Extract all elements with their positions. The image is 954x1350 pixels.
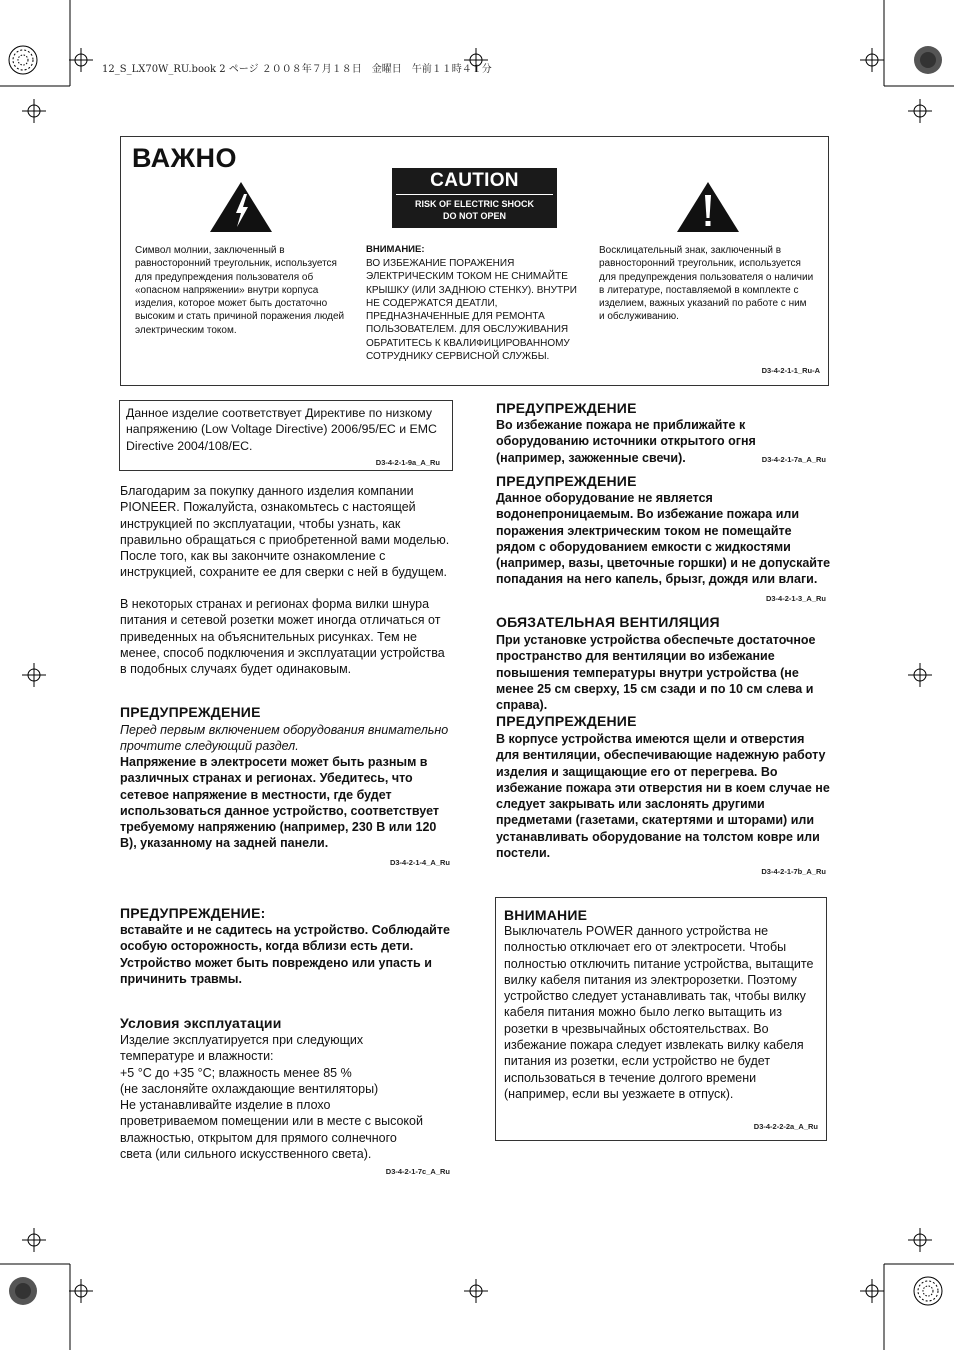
ventilation-heading: ОБЯЗАТЕЛЬНАЯ ВЕНТИЛЯЦИЯ [496, 614, 720, 630]
directive-text: Данное изделие соответствует Директиве по низкому напряжению (Low Voltage Directive) 2006/95/EC и EMC Directive 2004/108/EC. [126, 406, 437, 453]
voltage-warning-heading: ПРЕДУПРЕЖДЕНИЕ [120, 704, 261, 720]
fire-warning-text: Во избежание пожара не приближайте к оборудованию источники открытого огня (например, зажженные свечи). [496, 418, 756, 465]
attention-code: D3-4-2-2-2a_A_Ru [753, 1122, 818, 1131]
ventilation-text: При установке устройства обеспечьте достаточное пространство для вентиляции во избежание повышения температуры внутри устройства (не менее 25 см сверху, 15 см сзади и по 10 см слева и справа). [496, 633, 816, 713]
conditions-text: Изделие эксплуатируется при следующих температуре и влажности: +5 °C до +35 °C; влажность менее 85 % (не заслоняйте охлаждающие вентиляторы) Не устанавливайте изделие в плохо проветриваемом помещении или в месте с высокой влажностью, открытом для прямого солнечного света (или сильного искусственного света). [120, 1033, 423, 1162]
important-title: ВАЖНО [132, 143, 238, 173]
caution-line-1: RISK OF ELECTRIC SHOCK [414, 199, 534, 209]
exclamation-explanation: Восклицательный знак, заключенный в равносторонний треугольник, используется для предупреждения пользователя о наличии в литературе, поставляемой в комплекте с изделием, важных указаний по работе с ним и обслуживанию. [599, 245, 814, 323]
water-warning-code: D3-4-2-1-3_A_Ru [765, 594, 826, 603]
important-code: D3-4-2-1-1_Ru-A [761, 366, 820, 375]
vents-warning-text: В корпусе устройства имеются щели и отверстия для вентиляции, обеспечивающие надежную работу изделия и защищающие его от перегрева. Во избежание пожара эти отверстия ни в коем случае не следует закрывать или заслонять другими предметами (газетами, скатертями и шторами) или устанавливать оборудование на толстом ковре или постели. [496, 732, 830, 861]
fire-warning-code: D3-4-2-1-7a_A_Ru [761, 455, 826, 464]
water-warning-heading: ПРЕДУПРЕЖДЕНИЕ [496, 473, 637, 489]
caution-label [392, 168, 557, 228]
voltage-warning-text: Напряжение в электросети может быть разным в различных странах и регионах. Убедитесь, что сетевое напряжение в местности, где будет использоваться данное устройство, соответствует требуемому напряжению (например, 230 В или 120 В), указанному на задней панели. [120, 755, 440, 851]
conditions-code: D3-4-2-1-7c_A_Ru [385, 1167, 450, 1176]
center-heading: ВНИМАНИЕ: [366, 244, 425, 255]
water-warning-text: Данное оборудование не является водонепроницаемым. Во избежание пожара или поражения электрическим током не помещайте рядом с оборудованием емкости с жидкостями (например, вазы, цветочные горшки) и не допускайте попадания на него капель, брызг, дождя или влаги. [496, 491, 831, 587]
vents-warning-code: D3-4-2-1-7b_A_Ru [761, 867, 826, 876]
sit-warning-heading: ПРЕДУПРЕЖДЕНИЕ: [120, 905, 266, 921]
fire-warning-heading: ПРЕДУПРЕЖДЕНИЕ [496, 400, 637, 416]
center-warning: ВО ИЗБЕЖАНИЕ ПОРАЖЕНИЯ ЭЛЕКТРИЧЕСКИМ ТОКОМ НЕ СНИМАЙТЕ КРЫШКУ (ИЛИ ЗАДНЮЮ СТЕНКУ). ВНУТРИ НЕ СОДЕРЖАТСЯ ДЕАТЛИ, ПРЕДНАЗНАЧЕННЫЕ ДЛЯ РЕМОНТА ПОЛЬЗОВАТЕЛЕМ. ДЛЯ ОБСЛУЖИВАНИЯ ОБРАТИТЕСЬ К КВАЛИФИЦИРОВАННОМУ СОТРУДНИКУ СЕРВИСНОЙ СЛУЖБЫ. [366, 258, 577, 363]
caution-line-2: DO NOT OPEN [442, 211, 506, 221]
caution-word: CAUTION [430, 170, 519, 191]
vents-warning-heading: ПРЕДУПРЕЖДЕНИЕ [496, 713, 637, 729]
conditions-heading: Условия эксплуатации [120, 1015, 282, 1031]
attention-text: Выключатель POWER данного устройства не полностью отключает его от электросети. Чтобы полностью отключить питание устройства, вытащите вилку кабеля питания из электророзетки. Поэтому устройство следует устанавливать так, чтобы вилку кабеля питания можно было легко вытащить из розетки в чрезвычайных обстоятельствах. Во избежание пожара следует извлекать вилку кабеля питания из розетки, если устройство не будет использоваться в течение долгого времени (например, если вы уезжаете в отпуск). [504, 924, 814, 1101]
intro-paragraph-1: Благодарим за покупку данного изделия компании PIONEER. Пожалуйста, ознакомьтесь с настоящей инструкцией по эксплуатации, чтобы узнать, как правильно обращаться с приобретенной вами моделью. После того, как вы закончите ознакомление с инструкцией, сохраните ее для сверки с ней в будущем. [120, 484, 450, 580]
voltage-warning-italic: Перед первым включением оборудования внимательно прочтите следующий раздел. [120, 723, 449, 754]
file-header: 12_S_LX70W_RU.book 2 ページ ２００８年７月１８日 金曜日 午前１１時４１分 [102, 64, 492, 75]
exclamation-triangle-icon [675, 180, 741, 234]
intro-paragraph-2: В некоторых странах и регионах форма вилки шнура питания и сетевой розетки может иногда отличаться от приведенных на объяснительных рисунках. Тем не менее, способ подключения и эксплуатации устройства в подобных случаях будет одинаковым. [120, 597, 445, 677]
lightning-triangle-icon [208, 180, 274, 234]
voltage-warning-code: D3-4-2-1-4_A_Ru [389, 858, 450, 867]
attention-heading: ВНИМАНИЕ [504, 907, 588, 923]
directive-code: D3-4-2-1-9a_A_Ru [375, 458, 440, 467]
lightning-explanation: Символ молнии, заключенный в равносторонний треугольник, используется для предупреждения пользователя об «опасном напряжении» внутри корпуса изделия, которое может быть достаточно высоким и стать причиной поражения людей электрическим током. [135, 245, 345, 336]
sit-warning-text: вставайте и не садитесь на устройство. Соблюдайте особую осторожность, когда вблизи есть дети. Устройство может быть повреждено или упасть и причинить травмы. [120, 923, 450, 986]
